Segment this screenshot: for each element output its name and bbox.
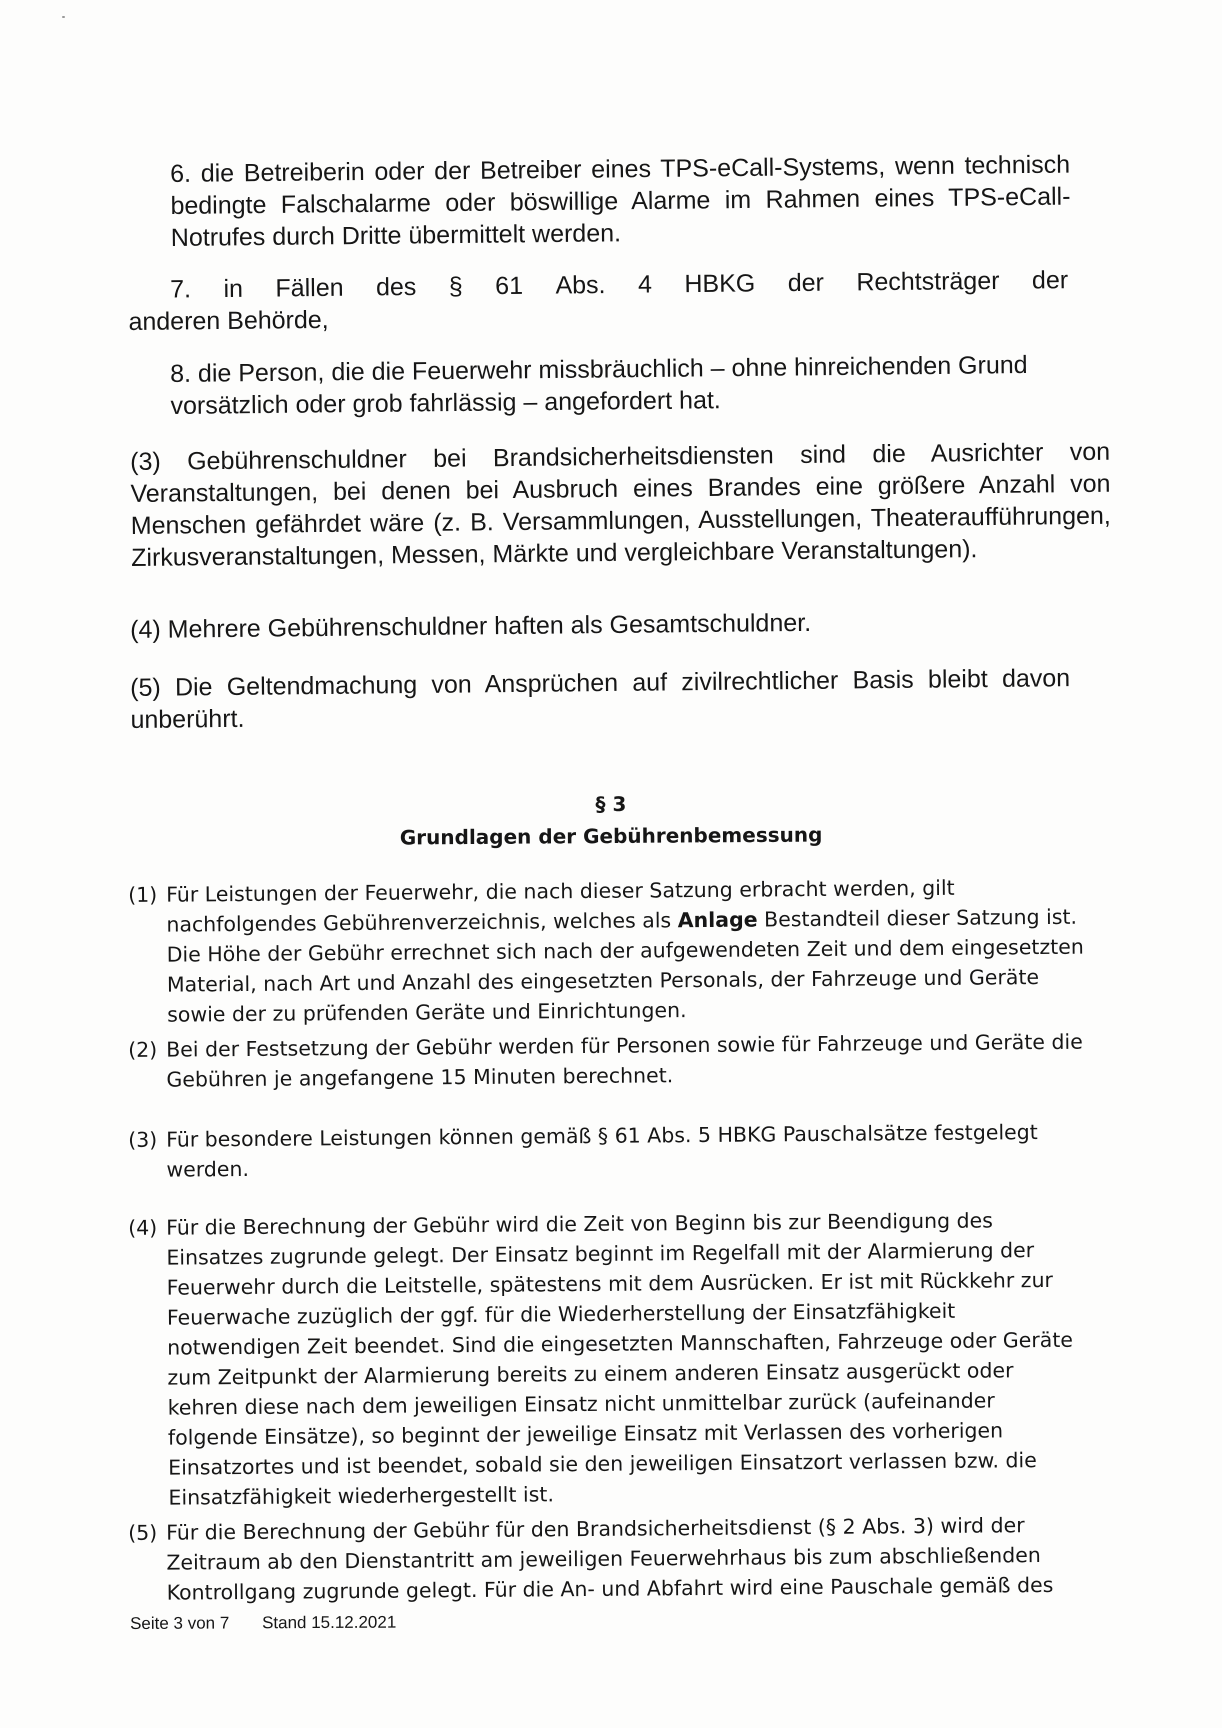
scan-speck [62,16,65,18]
word: § [448,272,463,301]
word: Fällen [275,273,344,303]
item-number: (3) [128,1127,158,1152]
section3-item-4 [128,1205,1091,1513]
section3-item-2 [128,1027,1088,1095]
section-title: Grundlagen der Gebührenbemessung [399,822,823,850]
word: 7. [170,275,192,304]
item-number: (5) [128,1520,158,1545]
word: Abs. [555,271,606,300]
list-item-8: 8. die Person, die die Feuerwehr missbräuchlich – ohne hinreichenden Grund vorsätzlich oder grob fahrlässig – angefordert hat. [170,351,1028,420]
item-text: Für die Berechnung der Gebühr für den Brandsicherheitsdienst (§ 2 Abs. 3) wird der Zeitraum ab den Dienstantritt am jeweiligen Feuerwehrhaus bis zum abschließenden Kontrollgang zugrunde gelegt. Für die An- und Abfahrt wird eine Pauschale gemäß des [166,1513,1054,1605]
section-heading [0,784,1222,857]
item-text [166,872,1089,1030]
item-number: (1) [128,882,158,907]
section3-item-5 [128,1510,1089,1608]
item-text: Für besondere Leistungen können gemäß § 61 Abs. 5 HBKG Pauschalsätze festgelegt werden. [166,1120,1038,1182]
paragraph-3: (3) Gebührenschuldner bei Brandsicherheitsdiensten sind die Ausrichter von Veranstaltungen, bei denen bei Ausbruch eines Brandes eine größere Anzahl von Menschen gefährdet wäre (z. B. Versammlungen, Ausstellungen, Theateraufführungen, Zirkusveranstaltungen, Messen, Märkte und vergleichbare Veranstaltungen). [130,437,1111,572]
list-item-6: 6. die Betreiberin oder der Betreiber eines TPS-eCall-Systems, wenn technisch bedingte Falschalarme oder böswillige Alarme im Rahmen eines TPS-eCall-Notrufes durch Dritte übermittelt werden. [170,150,1071,252]
page-footer [130,1611,424,1635]
paragraph-4: (4) Mehrere Gebührenschuldner haften als Gesamtschuldner. [130,608,812,644]
text-run: Bestandteil dieser Satzung ist. Die Höhe der Gebühr errechnet sich nach der aufgewendeten Zeit und dem eingesetzten Material, nach Art und Anzahl des eingesetzten Personals, der Fahrzeuge und Geräte sowie der zu prüfenden Geräte und Einrichtungen. [166,904,1084,1027]
word: der [1031,266,1069,295]
word: 61 [495,271,524,301]
word: der [787,268,825,298]
list-item-7-continuation: anderen Behörde, [128,305,329,336]
text-run: Für Leistungen der Feuerwehr, die nach dieser Satzung erbracht werden, gilt nachfolgendes Gebührenverzeichnis, welches als [166,875,955,937]
word: in [223,274,244,303]
revision-date: Stand 15.12.2021 [261,1612,397,1633]
page-number: Seite 3 von 7 [130,1613,230,1633]
section-number: § 3 [595,791,627,817]
word: 4 [637,270,653,299]
word: des [375,272,417,302]
bold-text: Anlage [677,907,758,933]
section3-item-3 [128,1117,1088,1185]
word: Rechtsträger [856,266,1000,297]
paragraph-5: (5) Die Geltendmachung von Ansprüchen auf zivilrechtlicher Basis bleibt davon unberührt. [130,664,1071,734]
item-number: (2) [128,1037,158,1062]
word: HBKG [684,269,756,299]
item-number: (4) [128,1215,158,1240]
list-item-7 [128,264,1069,338]
item-text: Bei der Festsetzung der Gebühr werden für Personen sowie für Fahrzeuge und Geräte die Gebühren je angefangene 15 Minuten berechnet. [166,1029,1083,1092]
item-text: Für die Berechnung der Gebühr wird die Zeit von Beginn bis zur Beendigung des Einsatzes zugrunde gelegt. Der Einsatz beginnt im Regelfall mit der Alarmierung der Feuerwehr durch die Leitstelle, spätestens mit dem Ausrücken. Er ist mit Rückkehr zur Feuerwache zuzüglich der ggf. für die Wiederherstellung der Einsatzfähigkeit notwendigen Zeit beendet. Sind die eingesetzten Mannschaften, Fahrzeuge oder Geräte zum Zeitpunkt der Alarmierung bereits zu einem anderen Einsatz ausgerückt oder kehren diese nach dem jeweiligen Einsatz nicht unmittelbar zurück (aufeinander folgende Einsätze), so beginnt der jeweilige Einsatz mit Verlassen des vorherigen Einsatzortes und ist beendet, sobald sie den jeweiligen Einsatzort verlassen bzw. die Einsatzfähigkeit wiederhergestellt ist. [166,1208,1074,1510]
section3-item-1 [128,872,1089,1030]
